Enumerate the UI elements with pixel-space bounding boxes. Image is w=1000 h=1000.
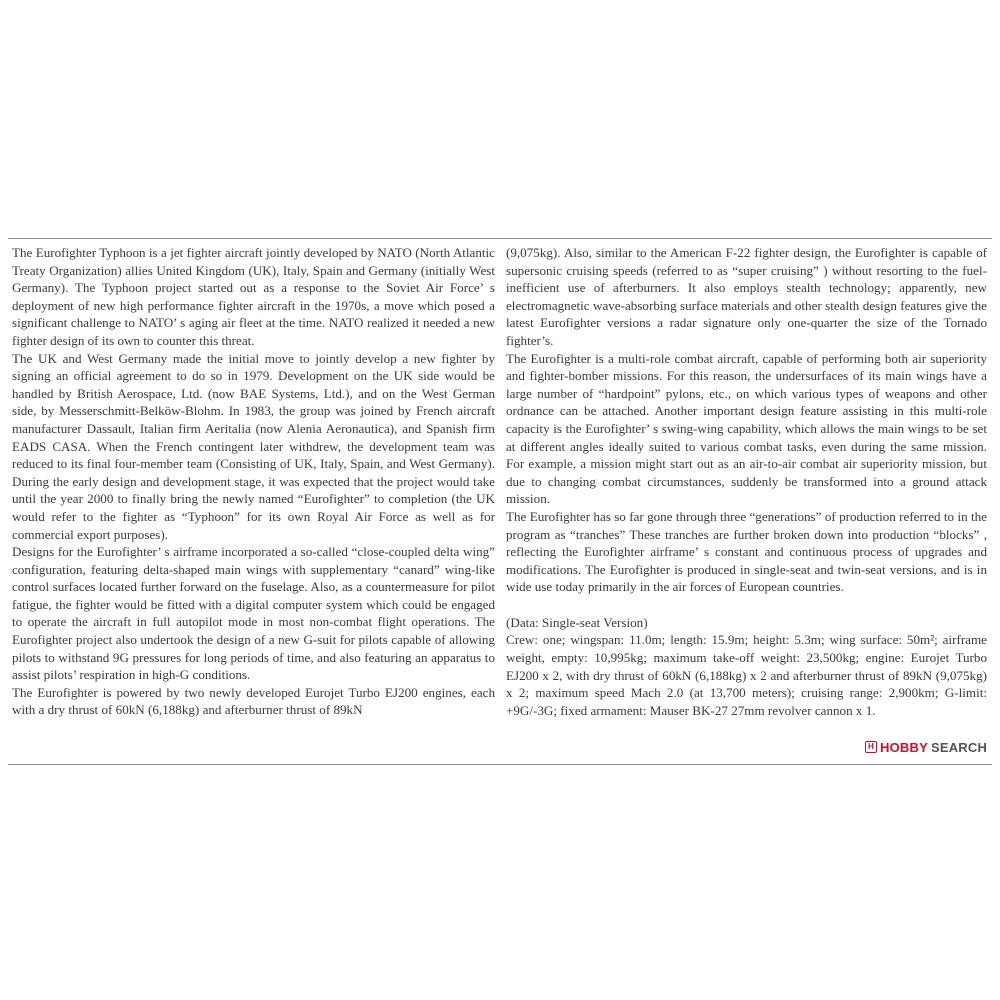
specifications-block bbox=[506, 614, 987, 720]
watermark-search-text: SEARCH bbox=[930, 739, 988, 755]
right-column bbox=[506, 244, 987, 719]
left-column bbox=[12, 244, 495, 719]
watermark-hobby-text: HOBBY bbox=[880, 739, 928, 755]
specifications-heading: (Data: Single-seat Version) bbox=[506, 614, 648, 630]
paragraph-development: The UK and West Germany made the initial move to jointly develop a new fighter by signing an official agreement to do so in 1979. Development on the UK side would be handled by British Aerospace, Ltd. (now BAE Systems, Ltd.), and on the West German side, by Messerschmitt-Belköw-Blohm. In 1983, the group was joined by French aircraft manufacturer Dassault, Italian firm Aeritalia (now Alenia Aeronautica), and Spanish firm EADS CASA. When the French contingent later withdrew, the development team was reduced to its final four-member team (Consisting of UK, Italy, Spain, and West Germany). During the early design and development stage, it was expected that the project would take until the year 2000 to finally bring the newly named “Eurofighter” to completion (the UK would refer to the fighter as “Typhoon” for its own Royal Air Force as well as for commercial export purposes). bbox=[12, 350, 495, 542]
hobby-search-logo-icon: H bbox=[865, 741, 877, 753]
paragraph-intro: The Eurofighter Typhoon is a jet fighter aircraft jointly developed by NATO (North Atlantic Treaty Organization) allies United Kingdom (UK), Italy, Spain and Germany (initially West Germany). The Typhoon project started out as a response to the Soviet Air Force’ s deployment of new high performance fighter aircraft in the 1970s, a move which posed a significant challenge to NATO’ s aging air fleet at the time. NATO realized it needed a new fighter design of its own to counter this threat. bbox=[12, 245, 495, 348]
bottom-rule bbox=[8, 764, 992, 765]
specifications-text: Crew: one; wingspan: 11.0m; length: 15.9m; height: 5.3m; wing surface: 50m²; airframe weight, empty: 10,995kg; maximum take-off weight: 23,500kg; engine: Eurojet Turbo EJ200 x 2, with dry thrust of 60kN (6,188kg) x 2 and afterburner thrust of 89kN (9,075kg) x 2; maximum speed Mach 2.0 (at 13,700 meters); cruising range: 2,900km; G-limit: +9G/-3G; fixed armament: Mauser BK-27 27mm revolver cannon x 1. bbox=[506, 632, 987, 718]
paragraph-airframe-design: Designs for the Eurofighter’ s airframe incorporated a so-called “close-coupled delta wing” configuration, featuring delta-shaped main wings with supplementary “canard” wing-like control surfaces located further forward on the fuselage. Also, as a countermeasure for pilot fatigue, the fighter would be fitted with a digital computer system which could be engaged to operate the aircraft in full autopilot mode in most non-combat flight operations. The Eurofighter project also undertook the design of a new G-suit for pilots capable of allowing pilots to withstand 9G pressures for long periods of time, and also featuring an apparatus to assist pilots’ respiration in high-G conditions. bbox=[12, 544, 495, 683]
paragraph-supercruise-stealth: (9,075kg). Also, similar to the American F-22 fighter design, the Eurofighter is capable of supersonic cruising speeds (referred to as “super cruising” ) without resorting to the fuel-inefficient use of afterburners. It also employs stealth technology; apparently, new electromagnetic wave-absorbing surface materials and other stealth design features give the latest Eurofighter versions a radar signature only one-quarter the size of the Tornado fighter’s. bbox=[506, 245, 987, 348]
paragraph-multirole: The Eurofighter is a multi-role combat aircraft, capable of performing both air superiority and fighter-bomber missions. For this reason, the undersurfaces of its main wings have a large number of “hardpoint” pylons, etc., on which various types of weapons and other ordnance can be attached. Another important design feature assisting in this multi-role capacity is the Eurofighter’ s swing-wing capability, which allows the main wings to be set at different angles ideally suited to various combat tasks, even during the same mission. For example, a mission might start out as an air-to-air combat air superiority mission, but due to changing combat circumstances, suddenly be transformed into a ground attack mission. bbox=[506, 350, 987, 507]
top-rule bbox=[8, 238, 992, 239]
paragraph-tranches: The Eurofighter has so far gone through three “generations” of production referred to in the program as “tranches” These tranches are further broken down into production “blocks” , reflecting the Eurofighter airframe’ s constant and continuous process of upgrades and modifications. The Eurofighter is produced in single-seat and twin-seat versions, and is in wide use today primarily in the air forces of European countries. bbox=[506, 508, 987, 595]
hobby-search-watermark bbox=[865, 738, 987, 756]
paragraph-engines: The Eurofighter is powered by two newly developed Eurojet Turbo EJ200 engines, each with a dry thrust of 60kN (6,188kg) and afterburner thrust of 89kN bbox=[12, 684, 495, 718]
